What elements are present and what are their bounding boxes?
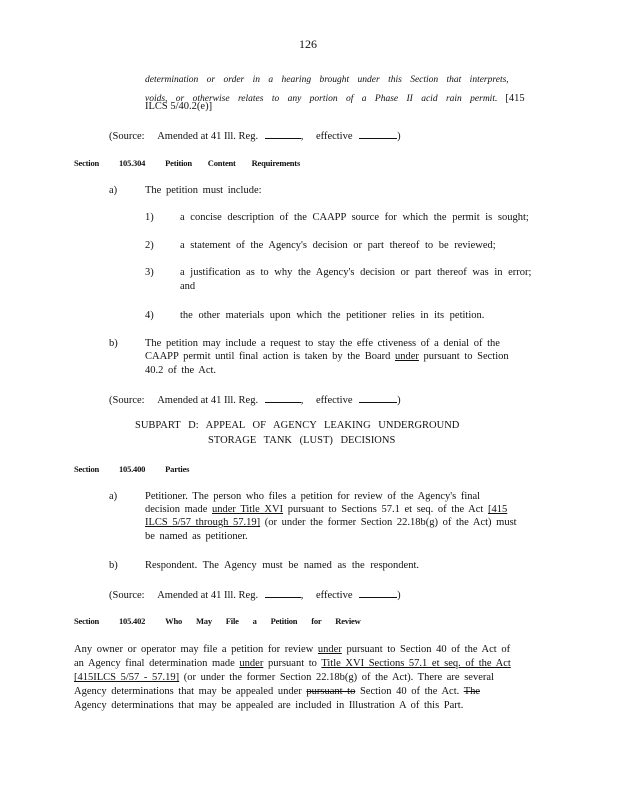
source-blank-effective xyxy=(359,392,397,403)
s304-item-4-marker: 4) xyxy=(145,310,154,321)
section-number: 105.400 xyxy=(118,464,146,474)
source-blank-effective xyxy=(359,128,397,139)
s402-line-5: Agency determinations that may be appealed are included in Illustration A of this Part. xyxy=(74,700,464,711)
section-105-402-heading xyxy=(74,616,361,626)
s304-b-marker: b) xyxy=(109,338,118,349)
subpart-d-line-1: SUBPART D: APPEAL OF AGENCY LEAKING UNDERGROUND xyxy=(135,420,460,431)
s304-b-line-1: The petition may include a request to stay the effe ctiveness of a denial of the xyxy=(145,338,500,349)
s400-a-line-2-u2: [415 xyxy=(487,504,508,515)
s304-a-marker: a) xyxy=(109,185,118,196)
s400-a-line-4: be named as petitioner. xyxy=(145,531,248,542)
s304-b-line-2-b: pursuant to Section xyxy=(423,351,509,362)
s402-line-2-b: pursuant to xyxy=(267,658,317,669)
source-note-1: (Source: Amended at 41 Ill. Reg. , effective ) xyxy=(109,128,401,144)
source-label: (Source: xyxy=(109,131,145,142)
s400-a-line-3-u: ILCS 5/57 through 57.19] xyxy=(145,517,261,528)
s304-b-line-2 xyxy=(145,350,509,364)
s402-line-4-b: Section 40 of the Act. xyxy=(359,686,460,697)
source-blank-reg xyxy=(265,587,301,598)
source-amended: Amended at 41 Ill. Reg. xyxy=(157,590,259,601)
source-label: (Source: xyxy=(109,395,145,406)
s402-line-1-u: under xyxy=(317,644,342,655)
source-close: ) xyxy=(397,395,401,406)
s304-item-2-text: a statement of the Agency's decision or part thereof to be reviewed; xyxy=(180,240,496,251)
s304-item-3-marker: 3) xyxy=(145,267,154,278)
s400-b-marker: b) xyxy=(109,560,118,571)
section-number: 105.304 xyxy=(118,158,146,168)
s402-line-2-u1: under xyxy=(239,658,264,669)
source-effective: effective xyxy=(315,395,353,406)
section-label: Section xyxy=(74,616,100,626)
s402-line-3-u: [415ILCS 5/57 - 57.19] xyxy=(74,672,180,683)
s304-item-1-marker: 1) xyxy=(145,212,154,223)
s304-a-text: The petition must include: xyxy=(145,185,262,196)
s402-line-4-struck-2: The xyxy=(463,686,481,697)
source-close: ) xyxy=(397,131,401,142)
section-title: Petition Content Requirements xyxy=(165,158,301,168)
s304-item-4-text: the other materials upon which the petitioner relies in its petition. xyxy=(180,310,485,321)
section-105-400-heading xyxy=(74,464,189,474)
s400-a-line-1: Petitioner. The person who files a petition for review of the Agency's final xyxy=(145,491,481,502)
intro-line-2-cite: [415 xyxy=(505,93,525,104)
source-amended: Amended at 41 Ill. Reg. xyxy=(157,395,259,406)
page-number: 126 xyxy=(299,37,317,51)
s304-item-3-text-cont: and xyxy=(180,281,196,292)
s402-line-2-u2: Title XVI Sections 57.1 et seq. of the Act xyxy=(321,658,511,669)
source-effective: effective xyxy=(315,590,353,601)
source-blank-reg xyxy=(265,128,301,139)
source-blank-effective xyxy=(359,587,397,598)
subpart-d-line-2: STORAGE TANK (LUST) DECISIONS xyxy=(208,435,396,446)
section-number: 105.402 xyxy=(118,616,146,626)
s400-a-marker: a) xyxy=(109,491,118,502)
s304-b-line-3: 40.2 of the Act. xyxy=(145,365,217,376)
intro-line-3: ILCS 5/40.2(e)] xyxy=(145,101,213,112)
s402-line-2 xyxy=(74,657,511,671)
section-title: Who May File a Petition for Review xyxy=(165,616,361,626)
s402-line-1 xyxy=(74,643,510,657)
section-105-304-heading xyxy=(74,158,300,168)
s304-b-line-2-under: under xyxy=(395,351,419,362)
source-close: ) xyxy=(397,590,401,601)
source-note-3: (Source: Amended at 41 Ill. Reg. , effective ) xyxy=(109,587,401,603)
s400-a-line-2-b: pursuant to Sections 57.1 et seq. of the Act xyxy=(287,504,484,515)
s402-line-3-b: (or under the former Section 22.18b(g) of the Act). There are several xyxy=(183,672,494,683)
section-label: Section xyxy=(74,158,100,168)
s400-a-line-2-u1: under Title XVI xyxy=(211,504,284,515)
source-label: (Source: xyxy=(109,590,145,601)
source-amended: Amended at 41 Ill. Reg. xyxy=(157,131,259,142)
s402-line-4-struck: pursuant to xyxy=(306,686,356,697)
s304-b-line-2-a: CAAPP permit until final action is taken by the Board xyxy=(145,351,391,362)
s304-item-2-marker: 2) xyxy=(145,240,154,251)
s400-a-line-2-a: decision made xyxy=(145,504,208,515)
s400-a-line-3 xyxy=(145,516,517,530)
s400-a-line-2 xyxy=(145,503,507,517)
s402-line-3 xyxy=(74,671,494,685)
source-effective: effective xyxy=(315,131,353,142)
section-title: Parties xyxy=(165,464,190,474)
s400-b-text: Respondent. The Agency must be named as the respondent. xyxy=(145,560,420,571)
s402-line-4-a: Agency determinations that may be appealed under xyxy=(74,686,302,697)
intro-line-2-italic: voids, or otherwise relates to any portion of a Phase II acid rain permit. xyxy=(145,94,498,104)
source-note-2: (Source: Amended at 41 Ill. Reg. , effective ) xyxy=(109,392,401,408)
s402-line-1-b: pursuant to Section 40 of the Act of xyxy=(346,644,511,655)
s304-item-1-text: a concise description of the CAAPP source for which the permit is sought; xyxy=(180,212,529,223)
s400-a-line-3-b: (or under the former Section 22.18b(g) of the Act) must xyxy=(264,517,517,528)
s402-line-2-a: an Agency final determination made xyxy=(74,658,235,669)
source-blank-reg xyxy=(265,392,301,403)
s402-line-1-a: Any owner or operator may file a petition for review xyxy=(74,644,314,655)
s304-item-3-text: a justification as to why the Agency's decision or part thereof was in error; xyxy=(180,267,532,278)
s402-line-4 xyxy=(74,685,480,699)
intro-line-1: determination or order in a hearing brought under this Section that interprets, xyxy=(145,75,509,85)
section-label: Section xyxy=(74,464,100,474)
